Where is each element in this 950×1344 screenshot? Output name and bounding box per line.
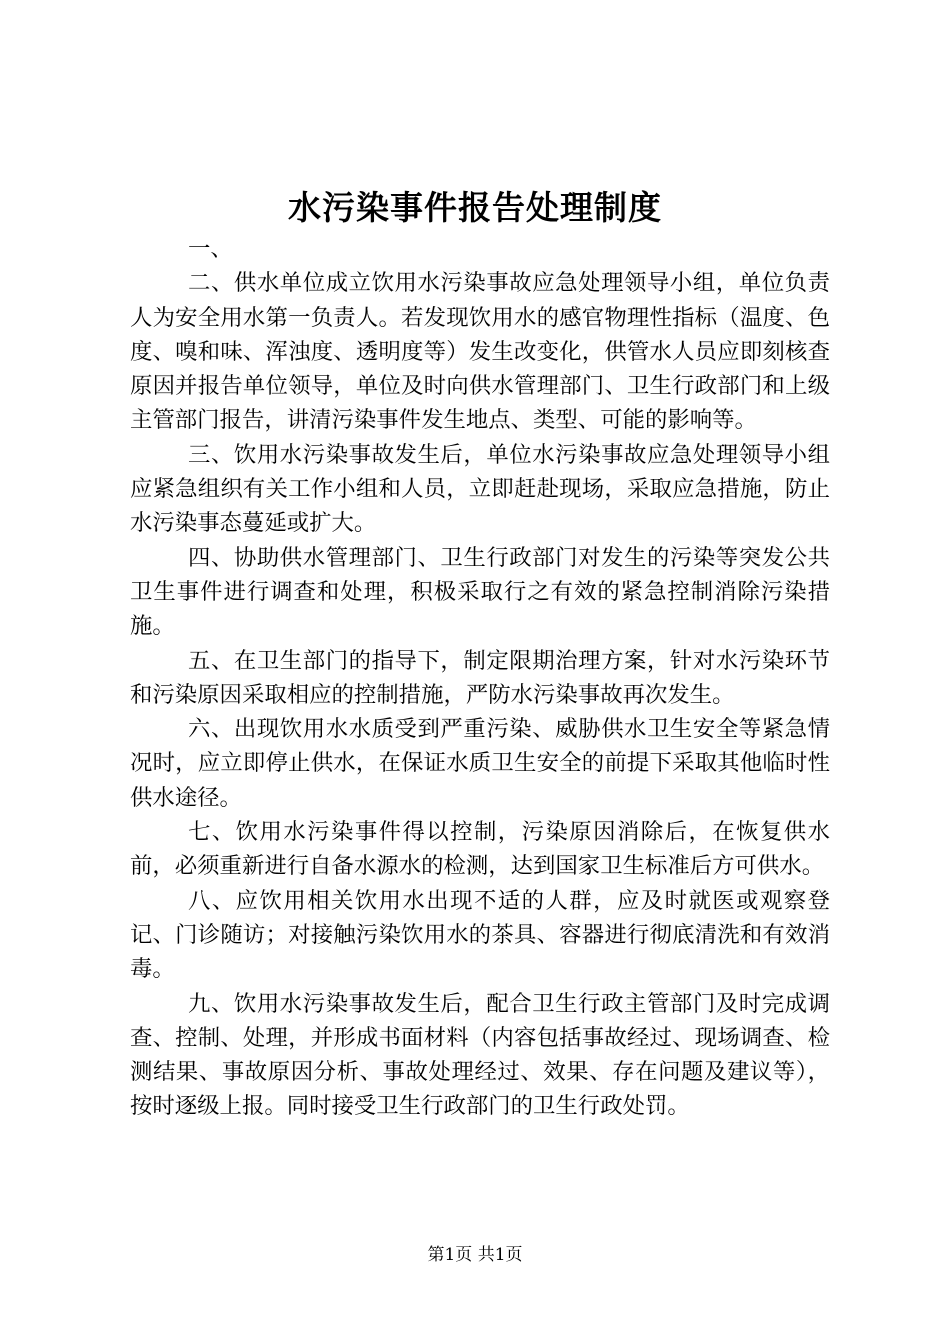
page-title: 水污染事件报告处理制度	[288, 188, 662, 227]
document-body	[130, 232, 830, 1124]
paragraph-5: 五、在卫生部门的指导下，制定限期治理方案，针对水污染环节和污染原因采取相应的控制措施，严防水污染事故再次发生。	[130, 647, 830, 708]
paragraph-3: 三、饮用水污染事故发生后，单位水污染事故应急处理领导小组应紧急组织有关工作小组和人员，立即赶赴现场，采取应急措施，防止水污染事态蔓延或扩大。	[130, 441, 830, 537]
paragraph-4: 四、协助供水管理部门、卫生行政部门对发生的污染等突发公共卫生事件进行调查和处理，积极采取行之有效的紧急控制消除污染措施。	[130, 544, 830, 640]
page-footer: 第1页 共1页	[427, 1245, 523, 1265]
paragraph-2: 二、供水单位成立饮用水污染事故应急处理领导小组，单位负责人为安全用水第一负责人。若发现饮用水的感官物理性指标（温度、色度、嗅和味、浑浊度、透明度等）发生改变化，供管水人员应即刻核查原因并报告单位领导，单位及时向供水管理部门、卫生行政部门和上级主管部门报告，讲清污染事件发生地点、类型、可能的影响等。	[130, 270, 830, 434]
paragraph-6: 六、出现饮用水水质受到严重污染、威胁供水卫生安全等紧急情况时，应立即停止供水，在保证水质卫生安全的前提下采取其他临时性供水途径。	[130, 716, 830, 811]
paragraph-7: 七、饮用水污染事件得以控制，污染原因消除后，在恢复供水前，必须重新进行自备水源水的检测，达到国家卫生标准后方可供水。	[130, 819, 830, 880]
paragraph-8: 八、应饮用相关饮用水出现不适的人群，应及时就医或观察登记、门诊随访；对接触污染饮用水的茶具、容器进行彻底清洗和有效消毒。	[130, 887, 830, 983]
paragraph-9: 九、饮用水污染事故发生后，配合卫生行政主管部门及时完成调查、控制、处理，并形成书面材料（内容包括事故经过、现场调查、检测结果、事故原因分析、事故处理经过、效果、存在问题及建议等），按时逐级上报。同时接受卫生行政部门的卫生行政处罚。	[130, 990, 830, 1120]
paragraph-1: 一、	[188, 236, 233, 262]
